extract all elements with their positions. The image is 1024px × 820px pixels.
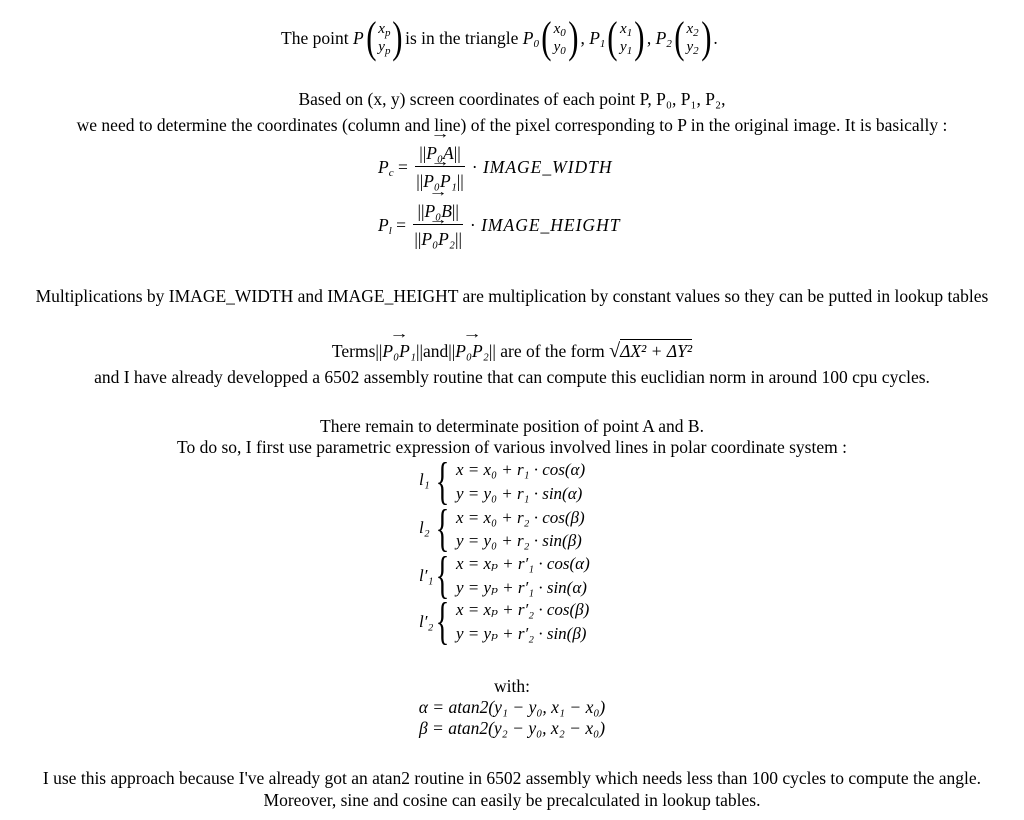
sqrt-symbol: √ (609, 340, 621, 362)
pc-lhs: $P_c$ (378, 156, 394, 179)
header-end-punct: . (713, 27, 718, 48)
system-l1-eq1: x = x₀ + r₁ · cos(α) (456, 460, 586, 479)
close-paren-p0: ) (567, 13, 579, 62)
system-l1-name: l₁ (419, 470, 430, 489)
system-l2-name: l₂ (419, 518, 430, 537)
system-l2-eq2: y = y₀ + r₂ · sin(β) (456, 531, 582, 550)
point-p2-label: $P_2$ (655, 27, 672, 50)
para3-terms: Terms (331, 341, 376, 361)
header-line: The point P ( $x_p$ $y_p$ ) is in the triangle $P_0$ ( $x_0$ $y_0$ ) , $P_1$ ( $x_1$ $y_1$ ) , $P_2$ ( $x_2$ $y_2$ ) . (281, 13, 718, 62)
para4-line1: There remain to determinate position of point A and B. (320, 416, 704, 436)
para5-line1: I use this approach because I've already got an atan2 routine in 6502 assembly which needs less than 100 cycles to compute the angle. (42, 768, 982, 788)
system-l1-prime-brace: { (435, 547, 450, 604)
point-p-label: P (352, 27, 364, 48)
system-l2-prime-name: l′₂ (419, 612, 434, 631)
pc-factor: · IMAGE_WIDTH (472, 156, 613, 177)
system-l2-prime-eq1: x = xₚ + r′₂ · cos(β) (456, 600, 590, 619)
system-l1-brace: { (435, 453, 450, 510)
close-paren-p1: ) (634, 13, 645, 62)
para3-form-text: are of the form (500, 341, 605, 361)
close-paren-p: ) (392, 13, 403, 62)
point-p0-label: $P_0$ (522, 27, 539, 50)
pl-den-vector: → P₀P₂ (421, 227, 455, 251)
system-l2-prime-brace: { (435, 593, 450, 650)
para3-line1: Terms||→ P₀P₁||and||→ P₀P₂|| are of the form √ΔX² + ΔY² (0, 340, 1024, 363)
pl-factor: · IMAGE_HEIGHT (470, 214, 621, 235)
pc-num-vector: → P₀A (426, 141, 453, 165)
system-l1-eq2: y = y₀ + r₁ · sin(α) (456, 484, 583, 503)
open-paren-p0: ( (541, 13, 552, 62)
pc-den-vector: → P₀P₁ (423, 169, 457, 193)
point-p2-vector: $x_2$ $y_2$ (686, 21, 699, 57)
open-paren-p2: ( (674, 13, 685, 62)
para4-line2: To do so, I first use parametric expression of various involved lines in polar coordinate system : (177, 437, 847, 457)
open-paren-p1: ( (607, 13, 618, 62)
formula-pc: $P_c$ = $\frac{\text{||→ P₀A||}}{\text{||→ P₀P₁||}}$ · IMAGE_WIDTH (378, 141, 613, 193)
system-l2-eq1: x = x₀ + r₂ · cos(β) (456, 508, 585, 527)
point-p0-vector: $x_0$ $y_0$ (553, 21, 566, 57)
pc-denominator: ||→ P₀P₁|| (412, 167, 468, 193)
pl-denominator: ||→ P₀P₂|| (410, 225, 466, 251)
open-paren-p: ( (365, 13, 377, 62)
with-alpha: α = atan2(y₁ − y₀, x₁ − x₀) (418, 697, 606, 717)
para3-norm1-vector: → P₀P₁ (382, 341, 416, 362)
system-l2-prime-eq2: y = yₚ + r′₂ · sin(β) (456, 624, 587, 643)
para2-text: Multiplications by IMAGE_WIDTH and IMAGE_HEIGHT are multiplication by constant values so they can be putted in lookup tables (35, 286, 989, 306)
system-l1-prime-eq1: x = xₚ + r′₁ · cos(α) (456, 554, 590, 573)
system-l1-prime-eq2: y = yₚ + r′₁ · sin(α) (456, 578, 587, 597)
system-l2-brace: { (435, 500, 450, 557)
formula-pl: $P_l$ = $\frac{\text{||→ P₀B||}}{\text{||→ P₀P₂||}}$ · IMAGE_HEIGHT (378, 199, 620, 251)
point-p-vector: $x_p$ $y_p$ (378, 21, 391, 57)
with-label: with: (494, 676, 530, 696)
para3-line2: and I have already developped a 6502 assembly routine that can compute this euclidian norm in around 100 cpu cycles. (94, 367, 930, 387)
system-l1-prime-name: l′₁ (419, 566, 434, 585)
close-paren-p2: ) (700, 13, 712, 62)
header-intro: The point (281, 27, 349, 48)
para3-norm2-vector: → P₀P₂ (455, 341, 489, 362)
pl-fraction (410, 199, 466, 251)
para1-line2: we need to determine the coordinates (column and line) of the pixel corresponding to P in the original image. It is basically : (76, 115, 948, 135)
pc-numerator: ||→ P₀A|| (415, 141, 465, 167)
para1-line1: Based on (x, y) screen coordinates of each point P, P₀, P₁, P₂, (298, 89, 726, 109)
point-p1-vector: $x_1$ $y_1$ (620, 21, 633, 57)
para3-sqrt-content: ΔX² + ΔY² (620, 341, 693, 361)
point-p1-label: $P_1$ (589, 27, 606, 50)
para5-line2: Moreover, sine and cosine can easily be precalculated in lookup tables. (263, 790, 761, 810)
with-beta: β = atan2(y₂ − y₀, x₂ − x₀) (418, 718, 606, 738)
pl-numerator: ||→ P₀B|| (413, 199, 463, 225)
pl-lhs: $P_l$ (378, 214, 392, 237)
pl-num-vector: → P₀B (424, 199, 451, 223)
header-middle: is in the triangle (405, 27, 519, 48)
para3-and: and (422, 341, 449, 361)
